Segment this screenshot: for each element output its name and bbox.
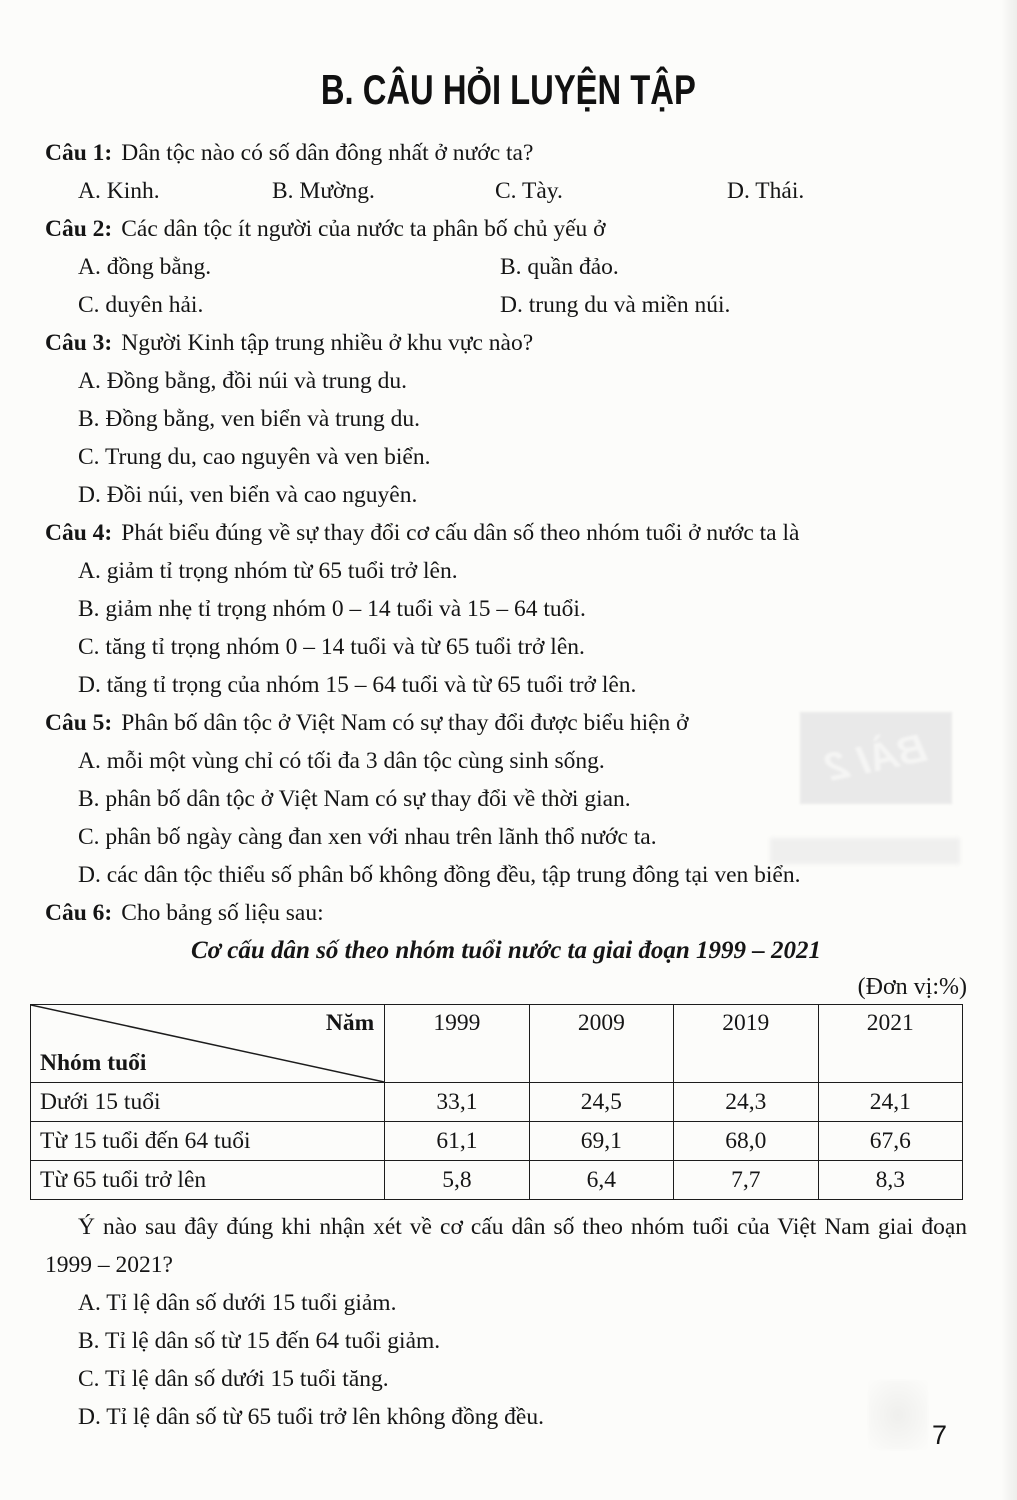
question-5-option-c: C. phân bố ngày càng đan xen với nhau trên lãnh thổ nước ta. [78,824,657,850]
question-2-option-b: B. quần đảo. [500,254,619,280]
question-2-text: Các dân tộc ít người của nước ta phân bố chủ yếu ở [121,216,606,242]
table-row-15-to-64 [31,1122,963,1161]
table-cell: 24,3 [674,1083,818,1122]
question-3-option-b: B. Đồng bằng, ven biển và trung du. [78,406,421,432]
section-heading [0,66,1017,114]
question-2-options-row-1 [45,248,967,286]
question-1-option-d: D. Thái. [727,178,805,204]
column-header-2021: 2021 [818,1005,962,1083]
question-6-option-b: B. Tỉ lệ dân số từ 15 đến 64 tuổi giảm. [78,1328,441,1354]
row-label: Từ 15 tuổi đến 64 tuổi [31,1122,385,1161]
question-3-option-a: A. Đồng bằng, đồi núi và trung du. [78,368,407,394]
table-corner-cell [31,1005,385,1083]
table-title: Cơ cấu dân số theo nhóm tuổi nước ta giai đoạn 1999 – 2021 [190,937,822,964]
table-cell: 24,5 [529,1083,673,1122]
question-6-followup-text: Ý nào sau đây đúng khi nhận xét về cơ cấu dân số theo nhóm tuổi của Việt Nam giai đoạn 1999 – 2021? [45,1214,967,1278]
table-unit-note: (Đơn vị:%) [857,974,967,1000]
question-1-stem [45,134,967,172]
question-5-stem [45,704,967,742]
table-row-under-15 [31,1083,963,1122]
page-number: 7 [931,1420,947,1450]
table-cell: 67,6 [818,1122,962,1161]
column-header-1999: 1999 [385,1005,529,1083]
question-5-label: Câu 5: [45,710,113,736]
question-6-label: Câu 6: [45,900,113,926]
table-cell: 68,0 [674,1122,818,1161]
question-6-option-c: C. Tỉ lệ dân số dưới 15 tuổi tăng. [78,1366,389,1392]
question-5-text: Phân bố dân tộc ở Việt Nam có sự thay đổi được biểu hiện ở [121,710,689,736]
question-6-stem [45,894,967,932]
question-4-option-a: A. giảm tỉ trọng nhóm từ 65 tuổi trở lên. [78,558,458,584]
question-4-label: Câu 4: [45,520,113,546]
column-header-2019: 2019 [674,1005,818,1083]
question-5-option-a: A. mỗi một vùng chỉ có tối đa 3 dân tộc cùng sinh sống. [78,748,605,774]
question-3-option-d: D. Đồi núi, ven biển và cao nguyên. [78,482,418,508]
question-5-option-d: D. các dân tộc thiểu số phân bố không đồng đều, tập trung đông tại ven biển. [78,862,801,888]
question-6-option-a: A. Tỉ lệ dân số dưới 15 tuổi giảm. [78,1290,397,1316]
page-edge-shadow [1001,0,1017,1500]
question-6-option-d: D. Tỉ lệ dân số từ 65 tuổi trở lên không đồng đều. [78,1404,544,1430]
question-2-option-a: A. đồng bằng. [78,254,212,280]
question-2-option-d: D. trung du và miền núi. [500,292,731,318]
question-2-stem [45,210,967,248]
question-4-text: Phát biểu đúng về sự thay đổi cơ cấu dân số theo nhóm tuổi ở nước ta là [121,520,800,546]
question-1-text: Dân tộc nào có số dân đông nhất ở nước ta? [121,140,534,166]
row-label: Dưới 15 tuổi [31,1083,385,1122]
table-cell: 33,1 [385,1083,529,1122]
table-cell: 8,3 [818,1161,962,1200]
corner-label-age-group: Nhóm tuổi [40,1050,147,1076]
table-cell: 6,4 [529,1161,673,1200]
question-4-option-d: D. tăng tỉ trọng của nhóm 15 – 64 tuổi và từ 65 tuổi trở lên. [78,672,637,698]
question-2-option-c: C. duyên hải. [78,292,204,318]
question-3-text: Người Kinh tập trung nhiều ở khu vực nào? [121,330,534,356]
table-row-65-plus [31,1161,963,1200]
question-2-label: Câu 2: [45,216,113,242]
question-6-text: Cho bảng số liệu sau: [121,900,324,926]
question-2-options-row-2 [45,286,967,324]
table-cell: 61,1 [385,1122,529,1161]
question-5-option-b: B. phân bố dân tộc ở Việt Nam có sự thay đổi về thời gian. [78,786,631,812]
question-1-label: Câu 1: [45,140,113,166]
question-1-option-a: A. Kinh. [78,178,160,204]
question-4-option-c: C. tăng tỉ trọng nhóm 0 – 14 tuổi và từ 65 tuổi trở lên. [78,634,585,660]
question-3-option-c: C. Trung du, cao nguyên và ven biển. [78,444,431,470]
question-4-option-b: B. giảm nhẹ tỉ trọng nhóm 0 – 14 tuổi và 15 – 64 tuổi. [78,596,586,622]
section-heading-text: B. CÂU HỎI LUYỆN TẬP [321,66,696,113]
question-4-stem [45,514,967,552]
question-1-option-b: B. Mường. [272,178,375,204]
table-cell: 69,1 [529,1122,673,1161]
row-label: Từ 65 tuổi trở lên [31,1161,385,1200]
table-header-row [31,1005,963,1083]
question-3-stem [45,324,967,362]
corner-label-year: Năm [325,1010,375,1036]
question-3-label: Câu 3: [45,330,113,356]
table-cell: 7,7 [674,1161,818,1200]
table-cell: 5,8 [385,1161,529,1200]
column-header-2009: 2009 [529,1005,673,1083]
table-cell: 24,1 [818,1083,962,1122]
question-1-option-c: C. Tày. [495,178,563,204]
page-content [40,134,967,1436]
population-structure-table [30,1004,963,1200]
bleedthrough-text: BÀI 2 [821,725,931,790]
question-1-options [45,172,967,210]
